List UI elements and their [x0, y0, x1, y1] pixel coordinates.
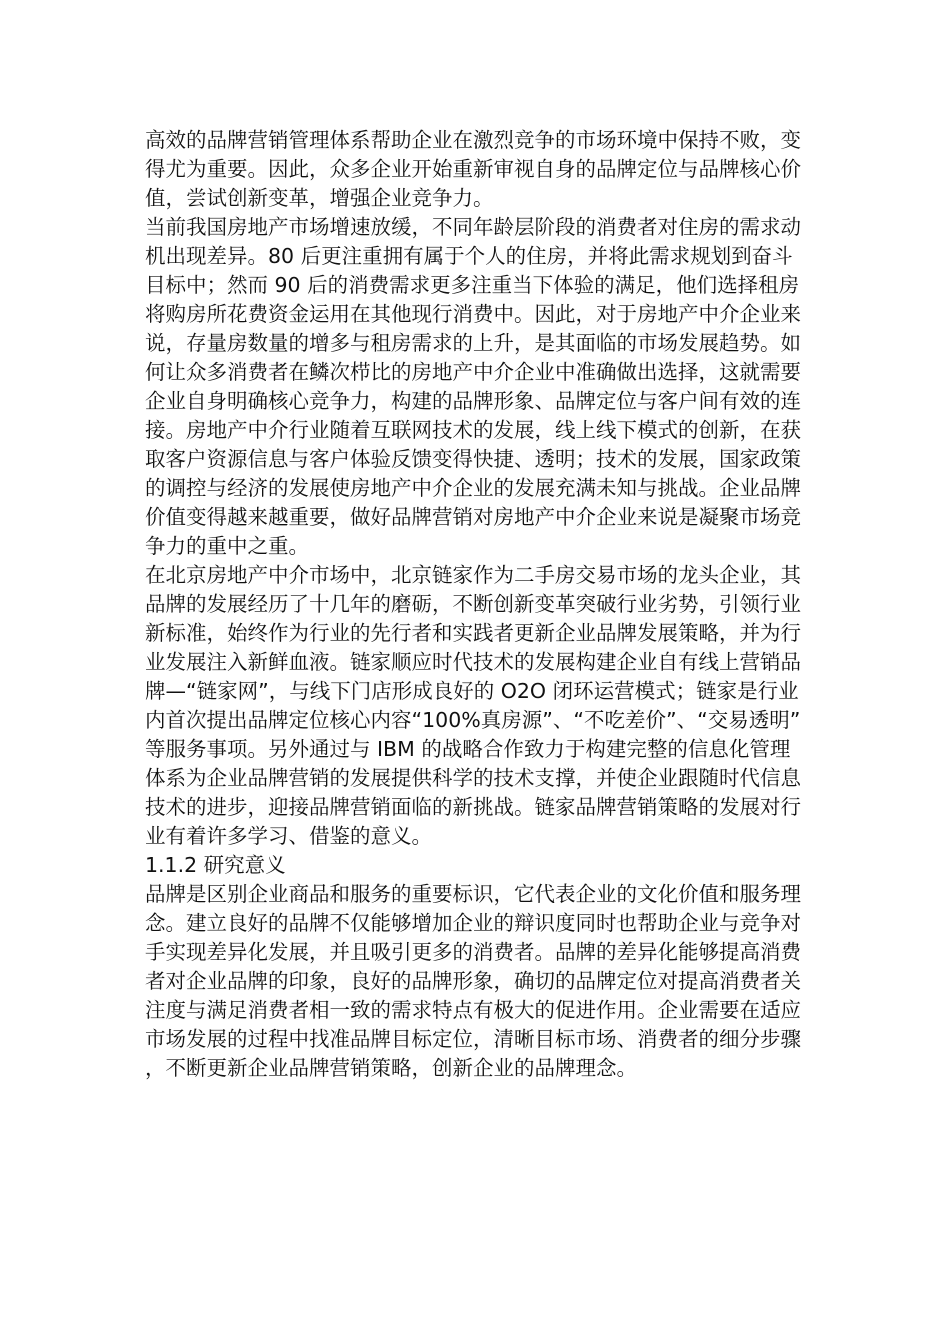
- paragraph-real-estate-market: 当前我国房地产市场增速放缓，不同年龄层阶段的消费者对住房的需求动机出现差异。80 后更注重拥有属于个人的住房，并将此需求规划到奋斗目标中；然而 90 后的消费需求更多注重当下体验的满足，他们选择租房将购房所花费资金运用在其他现行消费中。因此，对于房地产中介企业来说，存量房数量的增多与租房需求的上升，是其面临的市场发展趋势。如何让众多消费者在鳞次栉比的房地产中介企业中准确做出选择，这就需要企业自身明确核心竞争力，构建的品牌形象、品牌定位与客户间有效的连接。房地产中介行业随着互联网技术的发展，线上线下模式的创新，在获取客户资源信息与客户体验反馈变得快捷、透明；技术的发展，国家政策的调控与经济的发展使房地产中介企业的发展充满未知与挑战。企业品牌价值变得越来越重要，做好品牌营销对房地产中介企业来说是凝聚市场竞争力的重中之重。: [145, 215, 801, 558]
- paragraph-research-significance: 品牌是区别企业商品和服务的重要标识，它代表企业的文化价值和服务理念。建立良好的品牌不仅能够增加企业的辩识度同时也帮助企业与竞争对手实现差异化发展，并且吸引更多的消费者。品牌的差异化能够提高消费者对企业品牌的印象，良好的品牌形象，确切的品牌定位对提高消费者关注度与满足消费者相一致的需求特点有极大的促进作用。企业需要在适应市场发展的过程中找准品牌目标定位，清晰目标市场、消费者的细分步骤，不断更新企业品牌营销策略，创新企业的品牌理念。: [145, 882, 801, 1080]
- document-body: [145, 126, 805, 1083]
- paragraph-lianjia-background: 在北京房地产中介市场中，北京链家作为二手房交易市场的龙头企业，其品牌的发展经历了十几年的磨砺，不断创新变革突破行业劣势，引领行业新标准，始终作为行业的先行者和实践者更新企业品牌发展策略，并为行业发展注入新鲜血液。链家顺应时代技术的发展构建企业自有线上营销品牌—“链家网”，与线下门店形成良好的 O2O 闭环运营模式；链家是行业内首次提出品牌定位核心内容“100%真房源”、“不吃差价”、“交易透明”等服务事项。另外通过与 IBM 的战略合作致力于构建完整的信息化管理体系为企业品牌营销的发展提供科学的技术支撑，并使企业跟随时代信息技术的进步，迎接品牌营销面临的新挑战。链家品牌营销策略的发展对行业有着许多学习、借鉴的意义。: [145, 563, 801, 848]
- section-heading-research-significance: 1.1.2 研究意义: [145, 853, 286, 877]
- paragraph-brand-management: 高效的品牌营销管理体系帮助企业在激烈竞争的市场环境中保持不败，变得尤为重要。因此，众多企业开始重新审视自身的品牌定位与品牌核心价值，尝试创新变革，增强企业竞争力。: [145, 128, 801, 210]
